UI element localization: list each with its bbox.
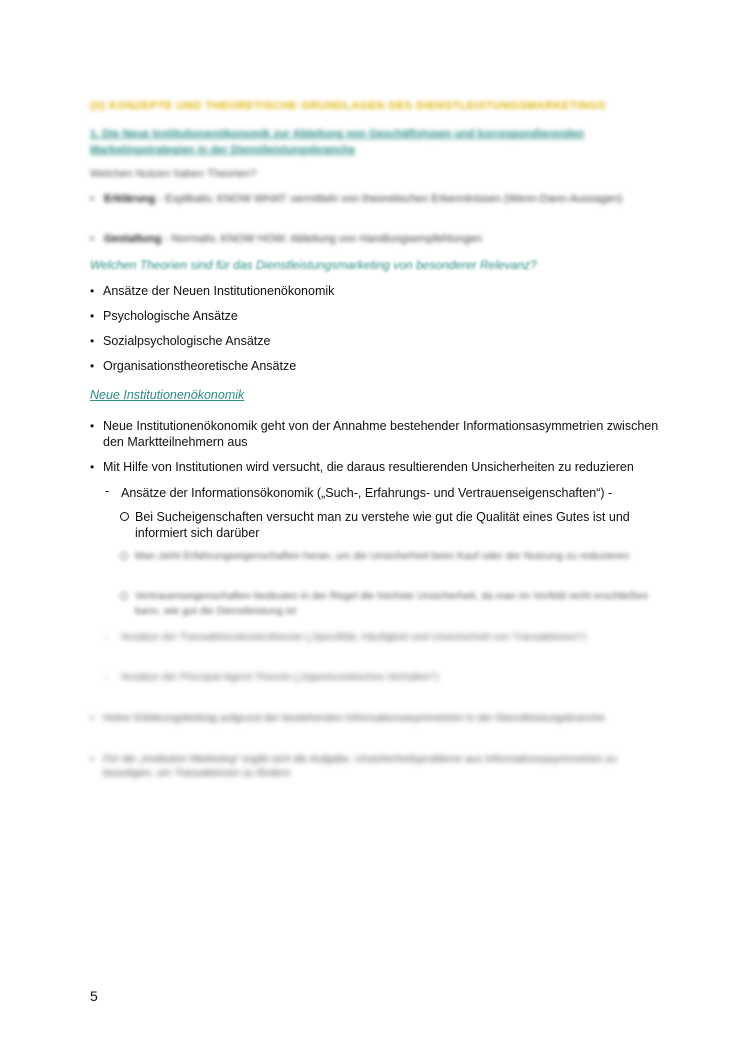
search-property-text: Bei Sucheigenschaften versucht man zu verstehe wie gut die Qualität eines Gutes ist und informiert sich darüber [135,510,630,540]
nioe-heading[interactable]: Neue Institutionenökonomik [90,388,245,402]
bullet-icon: • [90,309,95,323]
theory-label: Organisationstheoretische Ansätze [103,359,297,373]
dash-icon: - [105,484,110,498]
theory-label: Psychologische Ansätze [103,309,238,323]
page-number: 5 [90,988,98,1004]
bullet-icon: • [90,193,94,205]
dash-icon: - [105,631,109,643]
theory-item [90,283,660,299]
benefit-desc: - Explikativ, KNOW WHAT: vermitteln von theoretischen Erkenntnissen (Wenn-Dann-Aussagen) [155,193,623,205]
circle-bullet-icon [120,592,128,600]
info-approach-text: Ansätze der Informationsökonomik („Such-, Erfahrungs- und Vertrauenseigenschaften“) - [121,486,613,500]
trust-property-text: Vertrauenseigenschaften bedeuten in der Regel die höchste Unsicherheit, da man im Vorfeld nicht erschließen kann, wie gut die Dienstleistung ist [135,590,649,617]
experience-property-text: Man zieht Erfahrungseigenschaften heran, um die Unsicherheit beim Kauf oder der Nutzung zu reduzieren [135,550,630,562]
nioe-point [90,459,660,475]
nioe-point [90,418,660,450]
principal-agent-item [105,670,665,685]
trust-property-item [120,589,660,619]
theory-item [90,358,660,374]
bullet-icon: • [90,233,94,245]
benefit-item-explanation [90,192,650,207]
bullet-icon: • [90,712,94,724]
benefit-question: Welchen Nutzen haben Theorien? [90,168,257,180]
benefit-item-design [90,232,650,247]
bullet-icon: • [90,419,95,433]
nioe-point-text: Mit Hilfe von Institutionen wird versucht, die daraus resultierenden Unsicherheiten zu reduzieren [103,460,634,474]
benefit-term: Erklärung [104,193,156,205]
explanation-point [90,711,650,725]
marketing-task-text: Für die „Institution Marketing“ ergibt sich die Aufgabe, Unsicherheitsprobleme aus Informationsasymmetrien zu beseitigen, um Transaktionen zu fördern [103,753,617,779]
circle-bullet-icon [120,552,128,560]
experience-property-item [120,549,660,564]
benefit-desc: - Normativ, KNOW HOW: Ableitung von Handlungsempfehlungen [161,233,483,245]
theory-label: Ansätze der Neuen Institutionenökonomik [103,284,335,298]
search-property-item [120,509,660,541]
theory-item [90,333,660,349]
circle-bullet-icon [120,512,129,521]
bullet-icon: • [90,460,95,474]
explanation-point-text: Hoher Erklärungsbeitrag aufgrund der bestehenden Informationsasymmetrien in der Dienstleistungsbranche [103,712,605,724]
relevance-question: Welchen Theorien sind für das Dienstleistungsmarketing von besonderer Relevanz? [90,258,537,272]
chapter-subtitle: 1. Die Neue Institutionenökonomik zur Ableitung von Geschäftstypen und korrespondierenden Marketingstrategien in der Dienstleistungsbranche [90,128,585,156]
bullet-icon: • [90,284,95,298]
info-approach-item [105,485,665,501]
transaction-cost-item [105,630,665,645]
bullet-icon: • [90,753,94,765]
bullet-icon: • [90,359,95,373]
bullet-icon: • [90,334,95,348]
benefit-term: Gestaltung [104,233,162,245]
transaction-cost-text: Ansätze der Transaktionskostentheorie („Spezifität, Häufigkeit und Unsicherheit von Transaktionen“) [121,631,586,643]
section-title: (II) KONZEPTE UND THEORETISCHE GRUNDLAGEN DES DIENSTLEISTUNGSMARKETINGS [90,100,606,112]
theory-label: Sozialpsychologische Ansätze [103,334,271,348]
nioe-point-text: Neue Institutionenökonomik geht von der Annahme bestehender Informationsasymmetrien zwischen den Marktteilnehmern aus [103,419,659,449]
theory-item [90,308,660,324]
principal-agent-text: Ansätze der Principal-Agent-Theorie („Opportunistisches Verhalten“) [121,671,439,683]
marketing-task-point [90,752,650,780]
dash-icon: - [105,671,109,683]
